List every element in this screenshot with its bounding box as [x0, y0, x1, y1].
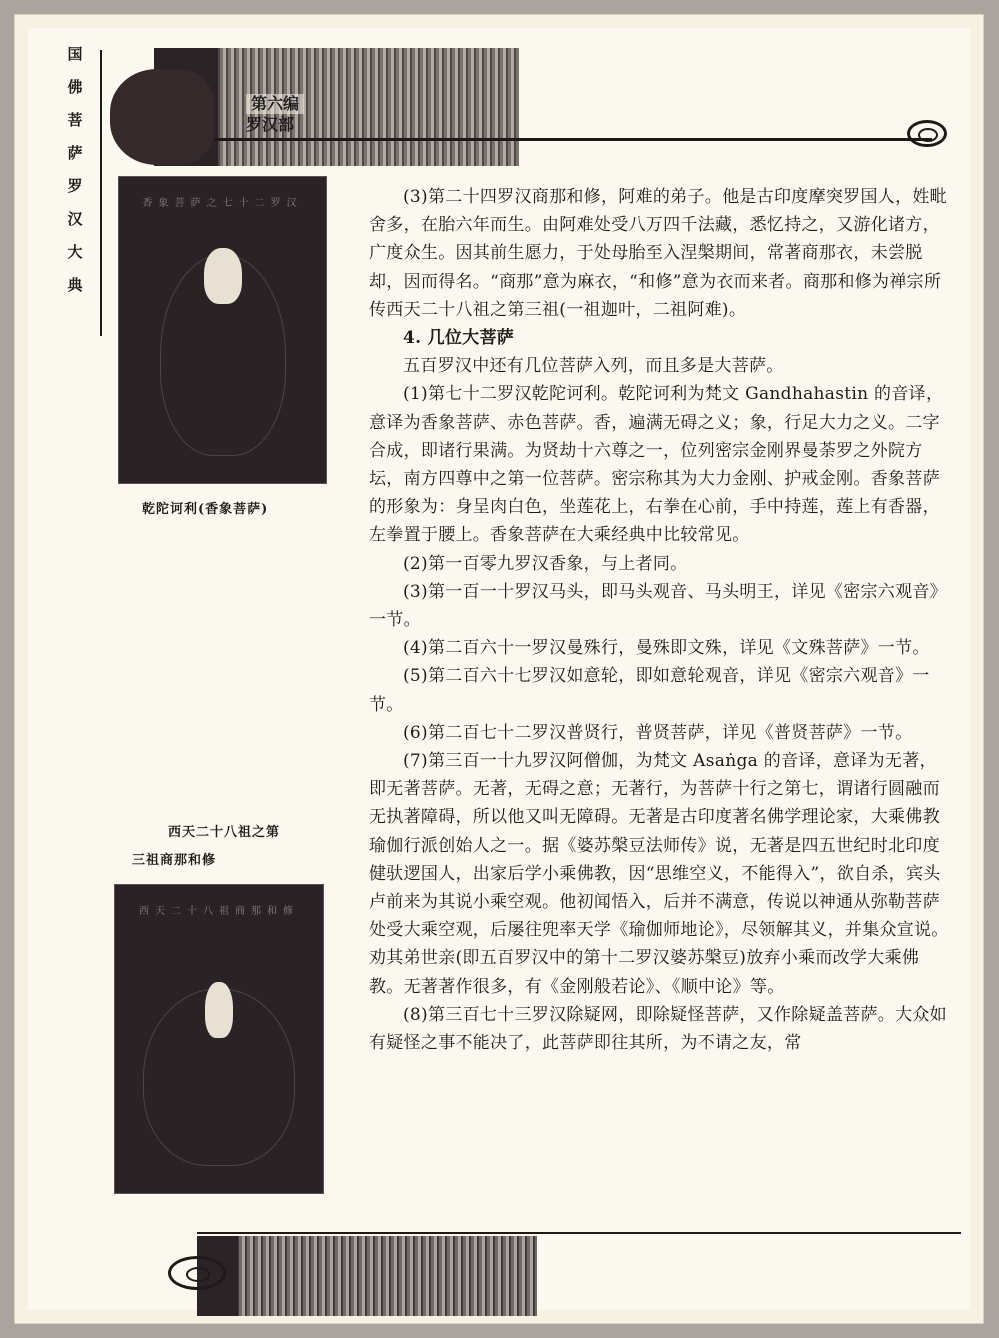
paragraph-item-1: (1)第七十二罗汉乾陀诃利。乾陀诃利为梵文 Gandhahastin 的音译，意译为香象菩萨、赤色菩萨。香，遍满无碍之义；象，行足大力之义。二字合成，即诸行果满。为贤劫十六尊之一，位列密宗金刚界曼荼罗之外院方坛，南方四尊中之第一位菩萨。密宗称其为大力金刚、护戒金刚。香象菩萨的形象为：身呈肉白色，坐莲花上，右拳在心前，手中持莲，莲上有香器，左拳置于腰上。香象菩萨在大乘经典中比较常见。	[369, 384, 944, 546]
paragraph-item-7: (7)第三百一十九罗汉阿僧伽，为梵文 Asaṅga 的音译，意译为无著，即无著菩萨。无著，无碍之意；无著行，为菩萨十行之第七，谓诸行圆融而无执著障碍，所以他又叫无障碍。无著是古印度著名佛学理论家，大乘佛教瑜伽行派创始人之一。据《婆苏槃豆法师传》说，无著是四五世纪时北印度健驮逻国人，出家后学小乘佛教，因“思维空义，不能得入”，欲自杀，宾头卢前来为其说小乘空观。他初闻悟入，后并不满意，传说以神通从弥勒菩萨处受大乘空观，后屡往兜率天学《瑜伽师地论》，尽领解其义，并集众宣说。劝其弟世亲(即五百罗汉中的第十二罗汉婆苏槃豆)放弃小乘而改学大乘佛教。无著著作很多，有《金刚般若论》、《顺中论》等。	[369, 751, 949, 997]
portrait-caption: 乾陀诃利(香象菩萨)	[142, 502, 269, 517]
vertical-title-char: 国	[67, 45, 83, 63]
paragraph-item-8: (8)第三百七十三罗汉除疑网，即除疑怪菩萨，又作除疑盖菩萨。大众如有疑怪之事不能决了，此菩萨即往其所，为不请之友，常	[369, 1004, 947, 1054]
paragraph-item-3: (3)第一百一十罗汉马头，即马头观音、马头明王，详见《密宗六观音》一节。	[369, 581, 947, 631]
vertical-title-char: 萨	[67, 144, 83, 162]
paragraph-shanghe: (3)第二十四罗汉商那和修，阿难的弟子。他是古印度摩突罗国人，姓毗舍多，在胎六年而生。由阿难处受八万四千法藏，悉忆持之，又游化诸方，广度众生。因其前生愿力，于处母胎至入涅槃期间，常著商那衣，未尝脱却，因而得名。“商那”意为麻衣，“和修”意为衣而来者。商那和修为禅宗所传西天二十八祖之第三祖(一祖迦叶，二祖阿难)。	[369, 187, 947, 320]
scanned-page	[14, 14, 984, 1324]
vertical-title-char: 典	[67, 276, 83, 294]
vertical-title-char: 大	[67, 243, 83, 261]
footer-rule	[197, 1232, 961, 1234]
portrait-caption-line: 三祖商那和修	[132, 853, 217, 868]
vertical-book-title	[60, 38, 90, 302]
header-rule	[214, 138, 932, 141]
section-label: 罗汉部	[246, 115, 295, 134]
portrait-inscription: 香象菩萨之七十二罗汉	[142, 198, 303, 209]
paragraph-item-2: (2)第一百零九罗汉香象，与上者同。	[403, 553, 688, 574]
portrait-caption-line: 西天二十八祖之第	[168, 825, 281, 840]
paragraph-item-5: (5)第二百六十七罗汉如意轮，即如意轮观音，详见《密宗六观音》一节。	[369, 666, 930, 715]
paragraph-intro: 五百罗汉中还有几位菩萨入列，而且多是大菩萨。	[403, 356, 784, 377]
portrait-inscription: 西天二十八祖商那和修	[139, 906, 299, 917]
footer-cloud-ornament-icon	[168, 1256, 226, 1290]
arhat-face	[204, 248, 242, 304]
main-text-column	[369, 183, 949, 1057]
vertical-divider	[100, 50, 102, 336]
cloud-ornament-icon	[907, 120, 947, 147]
section-heading: 4. 几位大菩萨	[403, 328, 515, 349]
vertical-title-char: 罗	[67, 177, 83, 195]
portrait-image-xiangxiang	[118, 176, 327, 484]
arhat-face	[205, 982, 233, 1038]
portrait-image-shanghe	[114, 884, 324, 1194]
vertical-title-char: 汉	[67, 210, 83, 228]
chapter-label: 第六编	[246, 94, 304, 114]
header-buddha-silhouette	[110, 69, 214, 165]
vertical-title-char: 佛	[67, 78, 83, 96]
vertical-title-char: 菩	[67, 111, 83, 129]
footer-decorative-band	[197, 1236, 537, 1316]
paragraph-item-4: (4)第二百六十一罗汉曼殊行，曼殊即文殊，详见《文殊菩萨》一节。	[403, 638, 930, 659]
paragraph-item-6: (6)第二百七十二罗汉普贤行，普贤菩萨，详见《普贤菩萨》一节。	[403, 722, 913, 743]
